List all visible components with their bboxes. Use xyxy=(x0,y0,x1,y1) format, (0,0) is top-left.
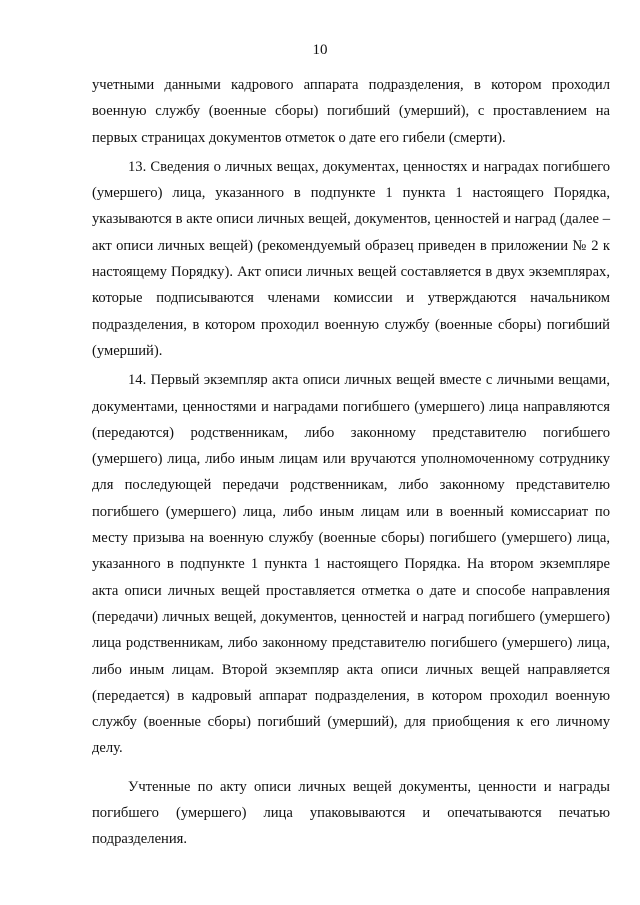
page-number: 10 xyxy=(312,42,328,58)
document-body xyxy=(92,72,610,853)
paragraph-continuation: учетными данными кадрового аппарата подразделения, в котором проходил военную службу (военные сборы) погибший (умерший), с проставлением на первых страницах документов отметок о дате его гибели (смерти). xyxy=(92,77,610,146)
paragraph-packaging: Учтенные по акту описи личных вещей документы, ценности и награды погибшего (умершего) лица упаковываются и опечатываются печатью подразделения. xyxy=(92,778,610,848)
paragraph-item-13: 13. Сведения о личных вещах, документах, ценностях и наградах погибшего (умершего) лица, указанного в подпункте 1 пункта 1 настоящего Порядка, указываются в акте описи личных вещей, документов, ценностей и наград (далее – акт описи личных вещей) (рекомендуемый образец приведен в приложении № 2 к настоящему Порядку). Акт описи личных вещей составляется в двух экземплярах, которые подписываются членами комиссии и утверждаются начальником подразделения, в котором проходил военную службу (военные сборы) погибший (умерший). xyxy=(92,158,610,359)
paragraph-item-14: 14. Первый экземпляр акта описи личных вещей вместе с личными вещами, документами, ценностями и наградами погибшего (умершего) лица направляются (передаются) родственникам, либо законному представителю погибшего (умершего) лица, либо иным лицам или вручаются уполномоченному сотруднику для последующей передачи родственникам, либо законному представителю погибшего (умершего) лица, либо иным лицам или в военный комиссариат по месту призыва на военную службу (военные сборы) погибшего (умершего) лица, указанного в подпункте 1 пункта 1 настоящего Порядка. На втором экземпляре акта описи личных вещей проставляется отметка о дате и способе направления (передачи) личных вещей, документов, ценностей и наград погибшего (умершего) лица родственникам, либо законному представителю погибшего (умершего) лица, либо иным лицам. Второй экземпляр акта описи личных вещей направляется (передается) в кадровый аппарат подразделения, в котором проходил военную службу (военные сборы) погибший (умерший), для приобщения к его личному делу. xyxy=(92,372,610,757)
